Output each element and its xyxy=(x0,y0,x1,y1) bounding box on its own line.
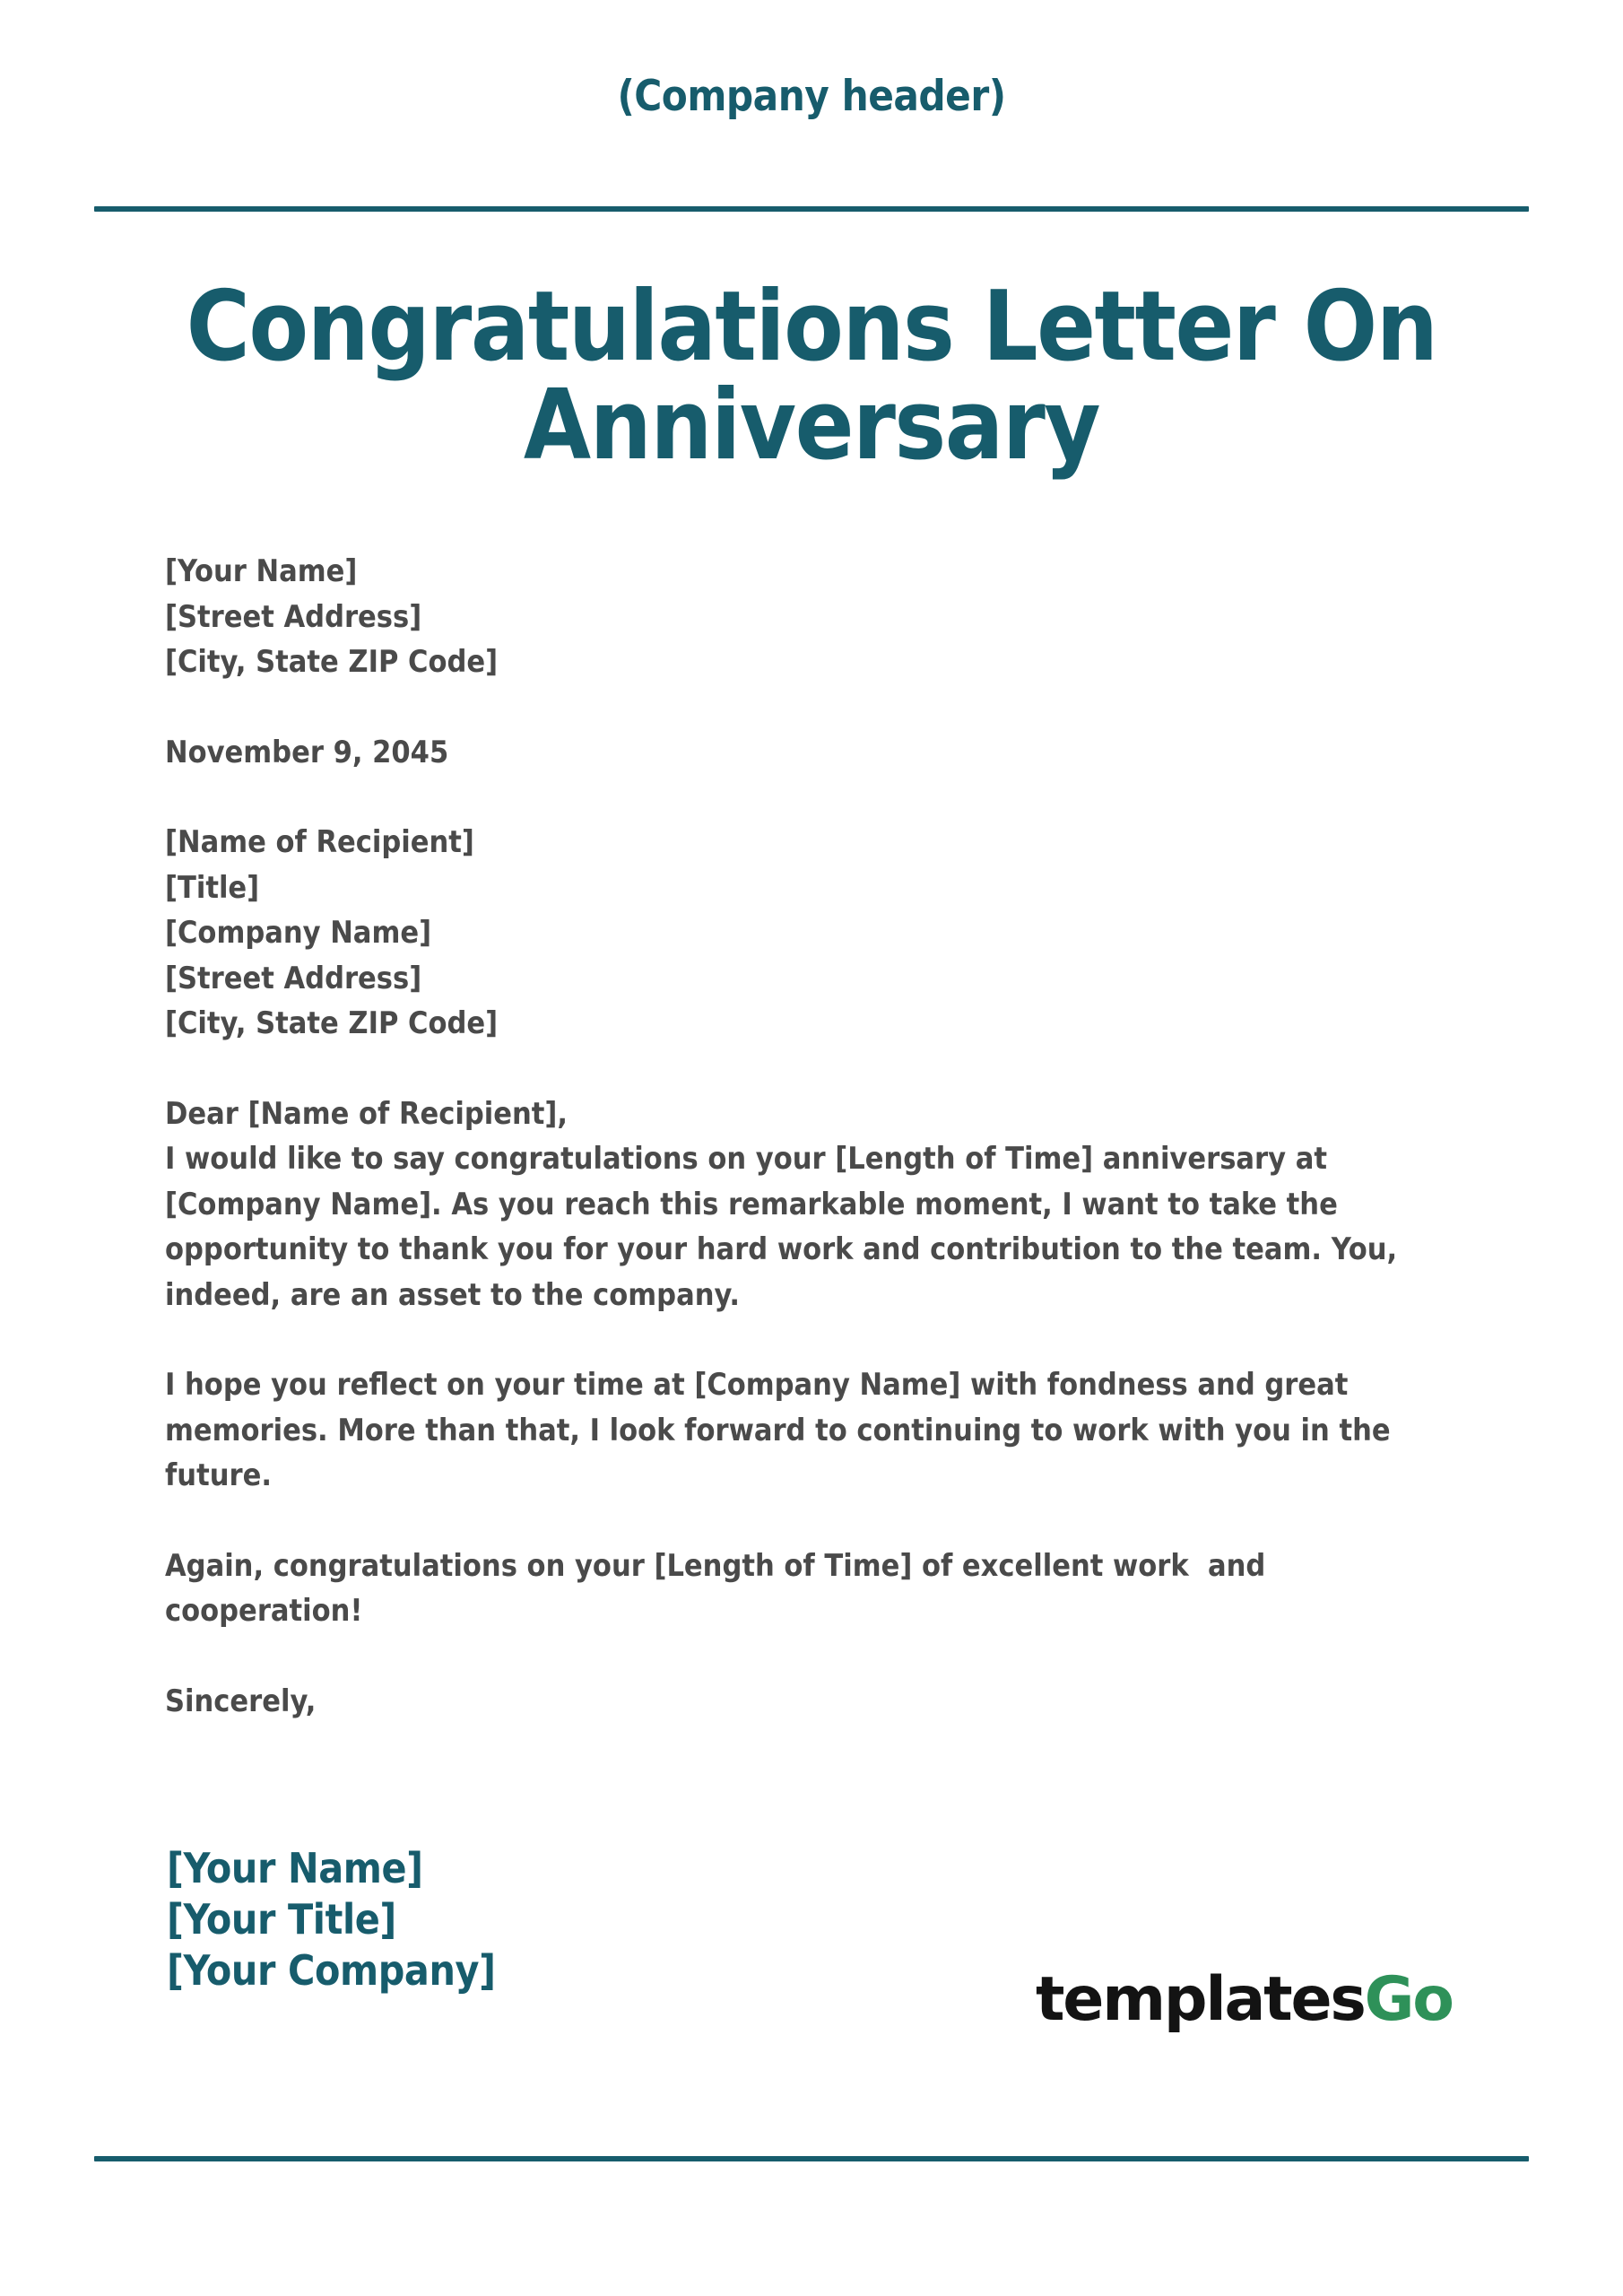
company-header-placeholder: (Company header) xyxy=(617,72,1006,121)
sender-street: [Street Address] xyxy=(165,598,422,635)
letter-body xyxy=(165,549,1456,1724)
page-title-line-2: Anniversary xyxy=(523,370,1100,483)
closing-salutation: Sincerely, xyxy=(165,1683,317,1719)
page-title xyxy=(99,271,1524,483)
signature-title: [Your Title] xyxy=(167,1895,396,1944)
spacer-after-paragraph-1 xyxy=(165,1318,1456,1362)
recipient-company: [Company Name] xyxy=(165,915,432,951)
recipient-street: [Street Address] xyxy=(165,960,422,996)
spacer-after-date xyxy=(165,775,1456,820)
spacer-after-recipient xyxy=(165,1047,1456,1091)
letter-date: November 9, 2045 xyxy=(165,734,449,770)
signature-block xyxy=(167,1843,496,1996)
body-paragraph-1: I would like to say congratulations on your [Length of Time] anniversary at [Company Name]. As you reach this remarkable moment, I want to take the opportunity to thank you for your hard work and contribution to the team. You, indeed, are an asset to the company. xyxy=(165,1141,1407,1313)
logo-text-go: Go xyxy=(1364,1964,1453,2035)
sender-city-state-zip: [City, State ZIP Code] xyxy=(165,644,499,680)
recipient-name: [Name of Recipient] xyxy=(165,824,474,860)
logo-text-templates: templates xyxy=(1036,1964,1365,2035)
spacer-after-sender xyxy=(165,685,1456,730)
signature-company: [Your Company] xyxy=(167,1946,496,1995)
body-paragraph-2: I hope you reflect on your time at [Company Name] with fondness and great memories. More than that, I look forward to continuing to work with you in the future. xyxy=(165,1367,1401,1493)
footer-divider-rule xyxy=(94,2156,1529,2161)
recipient-city-state-zip: [City, State ZIP Code] xyxy=(165,1005,499,1041)
body-paragraph-3: Again, congratulations on your [Length of Time] of excellent work and cooperation! xyxy=(165,1547,1275,1629)
salutation: Dear [Name of Recipient], xyxy=(165,1095,568,1132)
spacer-after-paragraph-3 xyxy=(165,1634,1456,1679)
sender-name: [Your Name] xyxy=(165,553,358,589)
recipient-title: [Title] xyxy=(165,869,260,906)
page-title-line-1: Congratulations Letter On xyxy=(186,271,1437,383)
header-divider-rule xyxy=(94,206,1529,212)
spacer-after-paragraph-2 xyxy=(165,1499,1456,1544)
signature-name: [Your Name] xyxy=(167,1844,423,1892)
templatesgo-logo xyxy=(1036,1964,1453,2035)
